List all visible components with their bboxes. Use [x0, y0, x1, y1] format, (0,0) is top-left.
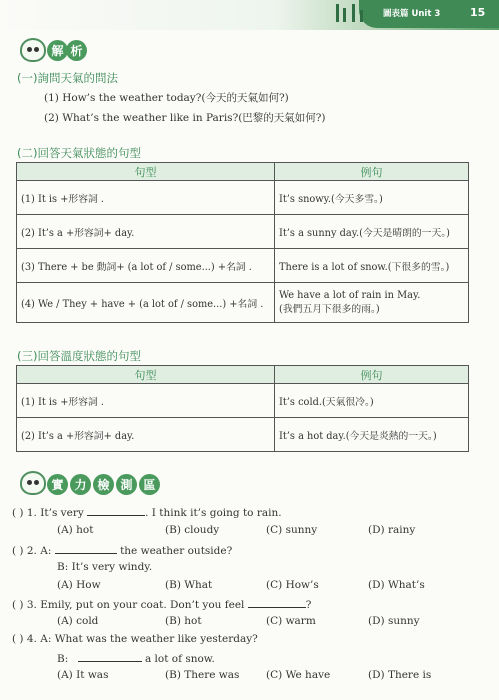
answer-paren[interactable]: ( )	[12, 545, 24, 557]
pattern-cell: (3) There + be 動詞+ (a lot of / some...) +名詞 .	[17, 249, 275, 283]
table-header-pattern: 句型	[17, 163, 275, 181]
analysis-title-char-1: 解	[47, 40, 68, 61]
header-decoration	[336, 4, 339, 22]
table-header-example: 例句	[275, 366, 469, 384]
table-row	[17, 418, 469, 452]
practice-title-char-4: 測	[116, 474, 137, 495]
table-header-example: 例句	[275, 163, 469, 181]
pattern-cell: (2) It’s a +形容詞+ day.	[17, 418, 275, 452]
answer-paren[interactable]: ( )	[12, 633, 24, 645]
answer-blank[interactable]	[87, 505, 145, 516]
answer-paren[interactable]: ( )	[12, 507, 24, 519]
option-b[interactable]: (B) cloudy	[165, 524, 220, 536]
answer-paren[interactable]: ( )	[12, 599, 24, 611]
option-b[interactable]: (B) What	[165, 579, 213, 591]
question-number: 4.	[26, 633, 37, 645]
pattern-cell: (1) It is +形容詞 .	[17, 181, 275, 215]
option-d[interactable]: (D) What’s	[368, 579, 425, 591]
section-2-title: (二)回答天氣狀態的句型	[17, 146, 141, 160]
example-cell: It’s a hot day.(今天是炎熱的一天。)	[275, 418, 469, 452]
option-d[interactable]: (D) There is	[368, 669, 432, 681]
page-number: 15	[470, 6, 486, 19]
pattern-cell: (2) It’s a +形容詞+ day.	[17, 215, 275, 249]
question-3	[12, 597, 311, 611]
question-number: 2.	[26, 545, 37, 557]
question-text: a lot of snow.	[144, 653, 215, 665]
example-cell: It’s cold.(天氣很冷。)	[275, 384, 469, 418]
section-1-line-1: (1) How’s the weather today?(今天的天氣如何?)	[44, 92, 289, 104]
option-a[interactable]: (A) cold	[57, 615, 99, 627]
answer-blank[interactable]	[248, 597, 306, 608]
option-b[interactable]: (B) hot	[165, 615, 202, 627]
question-2-line-2: B: It’s very windy.	[57, 561, 153, 573]
question-text: A: What was the weather like yesterday?	[40, 633, 258, 645]
table-row	[17, 249, 469, 283]
option-a[interactable]: (A) hot	[57, 524, 94, 536]
question-number: 3.	[26, 599, 37, 611]
question-text: A:	[40, 545, 52, 557]
section-3-title: (三)回答溫度狀態的句型	[17, 349, 141, 363]
header-decoration	[343, 8, 346, 22]
question-text: It’s very	[40, 507, 84, 519]
unit-label: 圖表篇 Unit 3	[383, 9, 441, 19]
practice-title-char-5: 區	[139, 474, 160, 495]
question-number: 1.	[26, 507, 37, 519]
question-1	[12, 505, 282, 519]
question-4	[12, 633, 258, 645]
temperature-pattern-table	[16, 365, 469, 452]
example-cell: There is a lot of snow.(下很多的雪。)	[275, 249, 469, 283]
question-text: ?	[305, 599, 312, 611]
page-header	[0, 0, 499, 30]
example-line-2: (我們五月下很多的雨。)	[279, 304, 380, 315]
header-decoration	[360, 10, 363, 22]
question-text: Emily, put on your coat. Don’t you feel	[40, 599, 245, 611]
example-cell: It’s snowy.(今天多雪。)	[275, 181, 469, 215]
option-b[interactable]: (B) There was	[165, 669, 240, 681]
practice-title-char-2: 力	[70, 474, 91, 495]
analysis-title-char-2: 析	[66, 40, 87, 61]
option-c[interactable]: (C) warm	[266, 615, 316, 627]
table-header-pattern: 句型	[17, 366, 275, 384]
pattern-cell: (1) It is +形容詞 .	[17, 384, 275, 418]
option-c[interactable]: (C) How’s	[266, 579, 319, 591]
question-2	[12, 543, 232, 557]
question-4-line-2	[57, 651, 215, 665]
option-a[interactable]: (A) How	[57, 579, 101, 591]
question-text: B:	[57, 653, 69, 665]
weather-pattern-table	[16, 162, 469, 323]
option-c[interactable]: (C) sunny	[266, 524, 318, 536]
mascot-icon	[20, 38, 46, 62]
option-c[interactable]: (C) We have	[266, 669, 331, 681]
practice-title-char-1: 實	[47, 474, 68, 495]
pattern-cell: (4) We / They + have + (a lot of / some...) +名詞 .	[17, 283, 275, 323]
section-1-title: (一)詢問天氣的問法	[17, 71, 118, 85]
practice-title-char-3: 檢	[93, 474, 114, 495]
table-row	[17, 283, 469, 323]
example-line-1: We have a lot of rain in May.	[279, 290, 421, 301]
table-row	[17, 215, 469, 249]
example-cell: It’s a sunny day.(今天是晴朗的一天。)	[275, 215, 469, 249]
example-cell	[275, 283, 469, 323]
mascot-icon	[20, 471, 46, 495]
option-d[interactable]: (D) rainy	[368, 524, 416, 536]
table-row	[17, 384, 469, 418]
answer-blank[interactable]	[55, 543, 117, 554]
answer-blank[interactable]	[78, 651, 142, 662]
section-1-line-2: (2) What’s the weather like in Paris?(巴黎的天氣如何?)	[44, 112, 326, 124]
table-row	[17, 181, 469, 215]
question-text: . I think it’s going to rain.	[145, 507, 282, 519]
option-a[interactable]: (A) It was	[57, 669, 109, 681]
option-d[interactable]: (D) sunny	[368, 615, 420, 627]
header-decoration	[352, 4, 355, 22]
question-text: the weather outside?	[120, 545, 233, 557]
